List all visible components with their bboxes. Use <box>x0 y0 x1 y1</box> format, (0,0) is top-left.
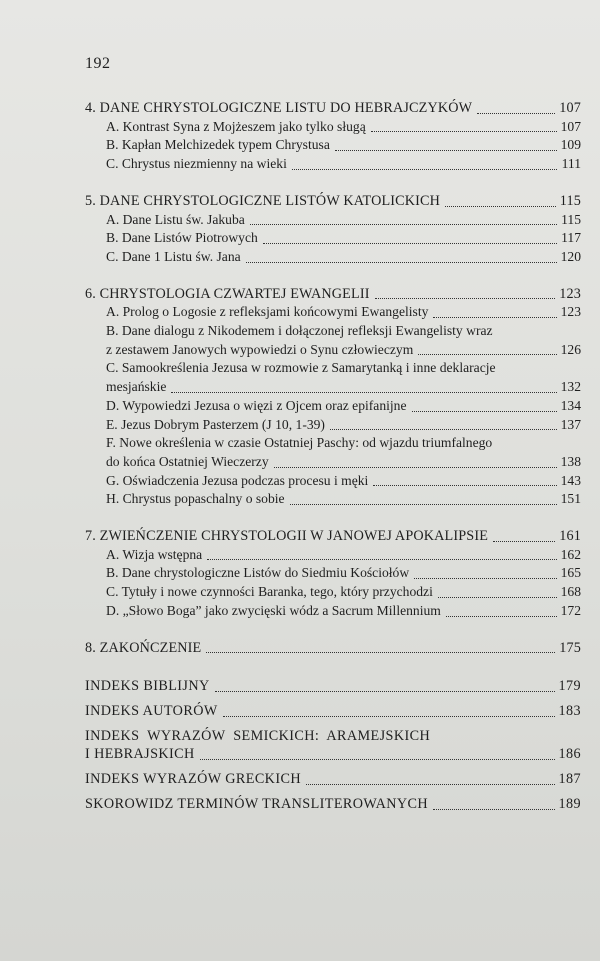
chapter-title: 7. ZWIEŃCZENIE CHRYSTOLOGII W JANOWEJ APOKALIPSIE <box>85 528 489 545</box>
page-ref: 143 <box>560 472 581 488</box>
toc-sub-entry[interactable] <box>85 602 581 621</box>
page-ref: 138 <box>560 453 581 469</box>
toc-sub-entry[interactable] <box>85 229 581 248</box>
page-ref: 165 <box>560 565 581 581</box>
toc-sub-entry[interactable] <box>85 453 581 472</box>
dot-leader <box>477 113 555 114</box>
toc-sub-entry[interactable] <box>85 341 581 360</box>
dot-leader <box>330 429 557 430</box>
toc-sub-entry[interactable] <box>85 155 581 174</box>
toc-index-entry[interactable] <box>85 727 581 746</box>
toc-sub-entry[interactable] <box>85 490 581 509</box>
page-ref: 134 <box>560 397 581 413</box>
dot-leader <box>414 578 556 579</box>
entry-label: D. „Słowo Boga” jako zwycięski wódz a Sacrum Millennium <box>106 602 441 618</box>
page-ref: 117 <box>561 230 581 246</box>
page-ref: 151 <box>560 491 581 507</box>
index-label: INDEKS AUTORÓW <box>85 702 218 719</box>
entry-label: A. Prolog o Logosie z refleksjami końcowymi Ewangelisty <box>106 304 429 320</box>
page-ref: 175 <box>559 639 581 656</box>
toc-chapter-entry[interactable] <box>85 527 581 546</box>
index-label: INDEKS WYRAZÓW SEMICKICH: ARAMEJSKICH <box>85 727 431 744</box>
page-ref: 186 <box>558 746 581 763</box>
entry-label: B. Dane chrystologiczne Listów do Siedmiu Kościołów <box>106 565 410 581</box>
page-ref: 137 <box>560 416 581 432</box>
dot-leader <box>274 467 557 468</box>
entry-label: H. Chrystus popaschalny o sobie <box>106 491 285 507</box>
toc-section <box>85 192 581 267</box>
entry-label: C. Tytuły i nowe czynności Baranka, tego, który przychodzi <box>106 584 433 600</box>
toc-section <box>85 285 581 509</box>
page-ref: 161 <box>559 528 581 545</box>
dot-leader <box>200 759 555 760</box>
dot-leader <box>493 541 555 542</box>
chapter-title: 8. ZAKOŃCZENIE <box>85 639 202 656</box>
toc-section <box>85 639 581 658</box>
entry-label: A. Wizja wstępna <box>106 546 203 562</box>
page-ref: 168 <box>560 584 581 600</box>
entry-label: F. Nowe określenia w czasie Ostatniej Paschy: od wjazdu triumfalnego <box>106 435 493 451</box>
dot-leader <box>446 616 557 617</box>
dot-leader <box>290 504 557 505</box>
index-label: INDEKS BIBLIJNY <box>85 678 210 695</box>
entry-label: B. Kapłan Melchizedek typem Chrystusa <box>106 137 330 153</box>
page-ref: 115 <box>559 192 581 209</box>
dot-leader <box>306 784 555 785</box>
toc-sub-entry[interactable] <box>85 416 581 435</box>
page-ref: 183 <box>558 702 581 719</box>
toc-section <box>85 527 581 621</box>
entry-label: B. Dane dialogu z Nikodemem i dołączonej refleksji Ewangelisty wraz <box>106 323 493 339</box>
toc-sub-entry[interactable] <box>85 211 581 230</box>
entry-label: B. Dane Listów Piotrowych <box>106 230 258 246</box>
dot-leader <box>263 243 557 244</box>
page-ref: 107 <box>559 100 581 116</box>
page-ref: 132 <box>560 379 581 395</box>
toc-sub-entry-first-line[interactable] <box>85 359 581 378</box>
chapter-title: 6. CHRYSTOLOGIA CZWARTEJ EWANGELII <box>85 285 370 302</box>
index-list <box>85 677 581 813</box>
toc-section <box>85 99 581 174</box>
toc-sub-entry[interactable] <box>85 136 581 155</box>
page-ref: 187 <box>558 771 581 788</box>
page-ref: 189 <box>558 795 581 812</box>
dot-leader <box>371 131 557 132</box>
page-ref: 179 <box>558 678 581 695</box>
entry-label: A. Dane Listu św. Jakuba <box>106 211 245 227</box>
page-ref: 126 <box>560 341 581 357</box>
toc-chapter-entry[interactable] <box>85 285 581 304</box>
dot-leader <box>206 652 555 653</box>
page-ref: 162 <box>560 546 581 562</box>
toc-sub-entry[interactable] <box>85 546 581 565</box>
chapter-title: 4. DANE CHRYSTOLOGICZNE LISTU DO HEBRAJCZYKÓW <box>85 100 473 116</box>
table-of-contents <box>85 99 581 820</box>
dot-leader <box>445 206 556 207</box>
page-ref: 123 <box>560 304 581 320</box>
entry-label-continued: do końca Ostatniej Wieczerzy <box>106 453 269 469</box>
index-label-continued: I HEBRAJSKICH <box>85 746 195 763</box>
toc-chapter-entry[interactable] <box>85 99 581 118</box>
dot-leader <box>438 597 557 598</box>
entry-label-continued: mesjańskie <box>106 379 167 395</box>
toc-sub-entry[interactable] <box>85 118 581 137</box>
dot-leader <box>373 485 556 486</box>
toc-chapter-entry[interactable] <box>85 192 581 211</box>
toc-index-entry[interactable] <box>85 702 581 721</box>
dot-leader <box>246 262 557 263</box>
toc-index-entry-continued[interactable] <box>85 745 581 764</box>
dot-leader <box>418 354 556 355</box>
entry-label: A. Kontrast Syna z Mojżeszem jako tylko sługą <box>106 118 366 134</box>
dot-leader <box>223 716 555 717</box>
page-ref: 172 <box>560 602 581 618</box>
dot-leader <box>250 224 557 225</box>
entry-label: G. Oświadczenia Jezusa podczas procesu i męki <box>106 472 369 488</box>
toc-sub-entry[interactable] <box>85 397 581 416</box>
page-number: 192 <box>85 55 111 72</box>
toc-sub-entry-first-line[interactable] <box>85 322 581 341</box>
toc-sub-entry[interactable] <box>85 303 581 322</box>
dot-leader <box>375 298 556 299</box>
toc-index-entry[interactable] <box>85 770 581 789</box>
toc-sub-entry[interactable] <box>85 564 581 583</box>
page-ref: 120 <box>560 248 581 264</box>
dot-leader <box>433 317 556 318</box>
index-label: INDEKS WYRAZÓW GRECKICH <box>85 771 301 788</box>
dot-leader <box>412 411 557 412</box>
dot-leader <box>433 809 554 810</box>
page-ref: 107 <box>560 118 581 134</box>
toc-chapter-entry[interactable] <box>85 639 581 658</box>
chapter-title: 5. DANE CHRYSTOLOGICZNE LISTÓW KATOLICKICH <box>85 192 441 209</box>
dot-leader <box>292 169 557 170</box>
entry-label-continued: z zestawem Janowych wypowiedzi o Synu człowieczym <box>106 341 414 357</box>
entry-label: C. Chrystus niezmienny na wieki <box>106 156 287 172</box>
page-ref: 109 <box>560 137 581 153</box>
page-ref: 115 <box>561 211 581 227</box>
toc-sub-entry-first-line[interactable] <box>85 434 581 453</box>
index-label: SKOROWIDZ TERMINÓW TRANSLITEROWANYCH <box>85 795 429 812</box>
toc-index-entry[interactable] <box>85 795 581 814</box>
toc-index-entry[interactable] <box>85 677 581 696</box>
page-ref: 123 <box>559 285 581 302</box>
entry-label: C. Dane 1 Listu św. Jana <box>106 248 241 264</box>
entry-label: D. Wypowiedzi Jezusa o więzi z Ojcem oraz epifanijne <box>106 397 407 413</box>
page-ref: 111 <box>561 156 581 172</box>
dot-leader <box>171 392 556 393</box>
toc-sub-entry[interactable] <box>85 378 581 397</box>
dot-leader <box>207 559 556 560</box>
dot-leader <box>215 691 555 692</box>
toc-sub-entry[interactable] <box>85 583 581 602</box>
dot-leader <box>335 150 557 151</box>
entry-label: C. Samookreślenia Jezusa w rozmowie z Samarytanką i inne deklaracje <box>106 360 496 376</box>
toc-sub-entry[interactable] <box>85 472 581 491</box>
entry-label: E. Jezus Dobrym Pasterzem (J 10, 1-39) <box>106 416 325 432</box>
toc-sub-entry[interactable] <box>85 248 581 267</box>
